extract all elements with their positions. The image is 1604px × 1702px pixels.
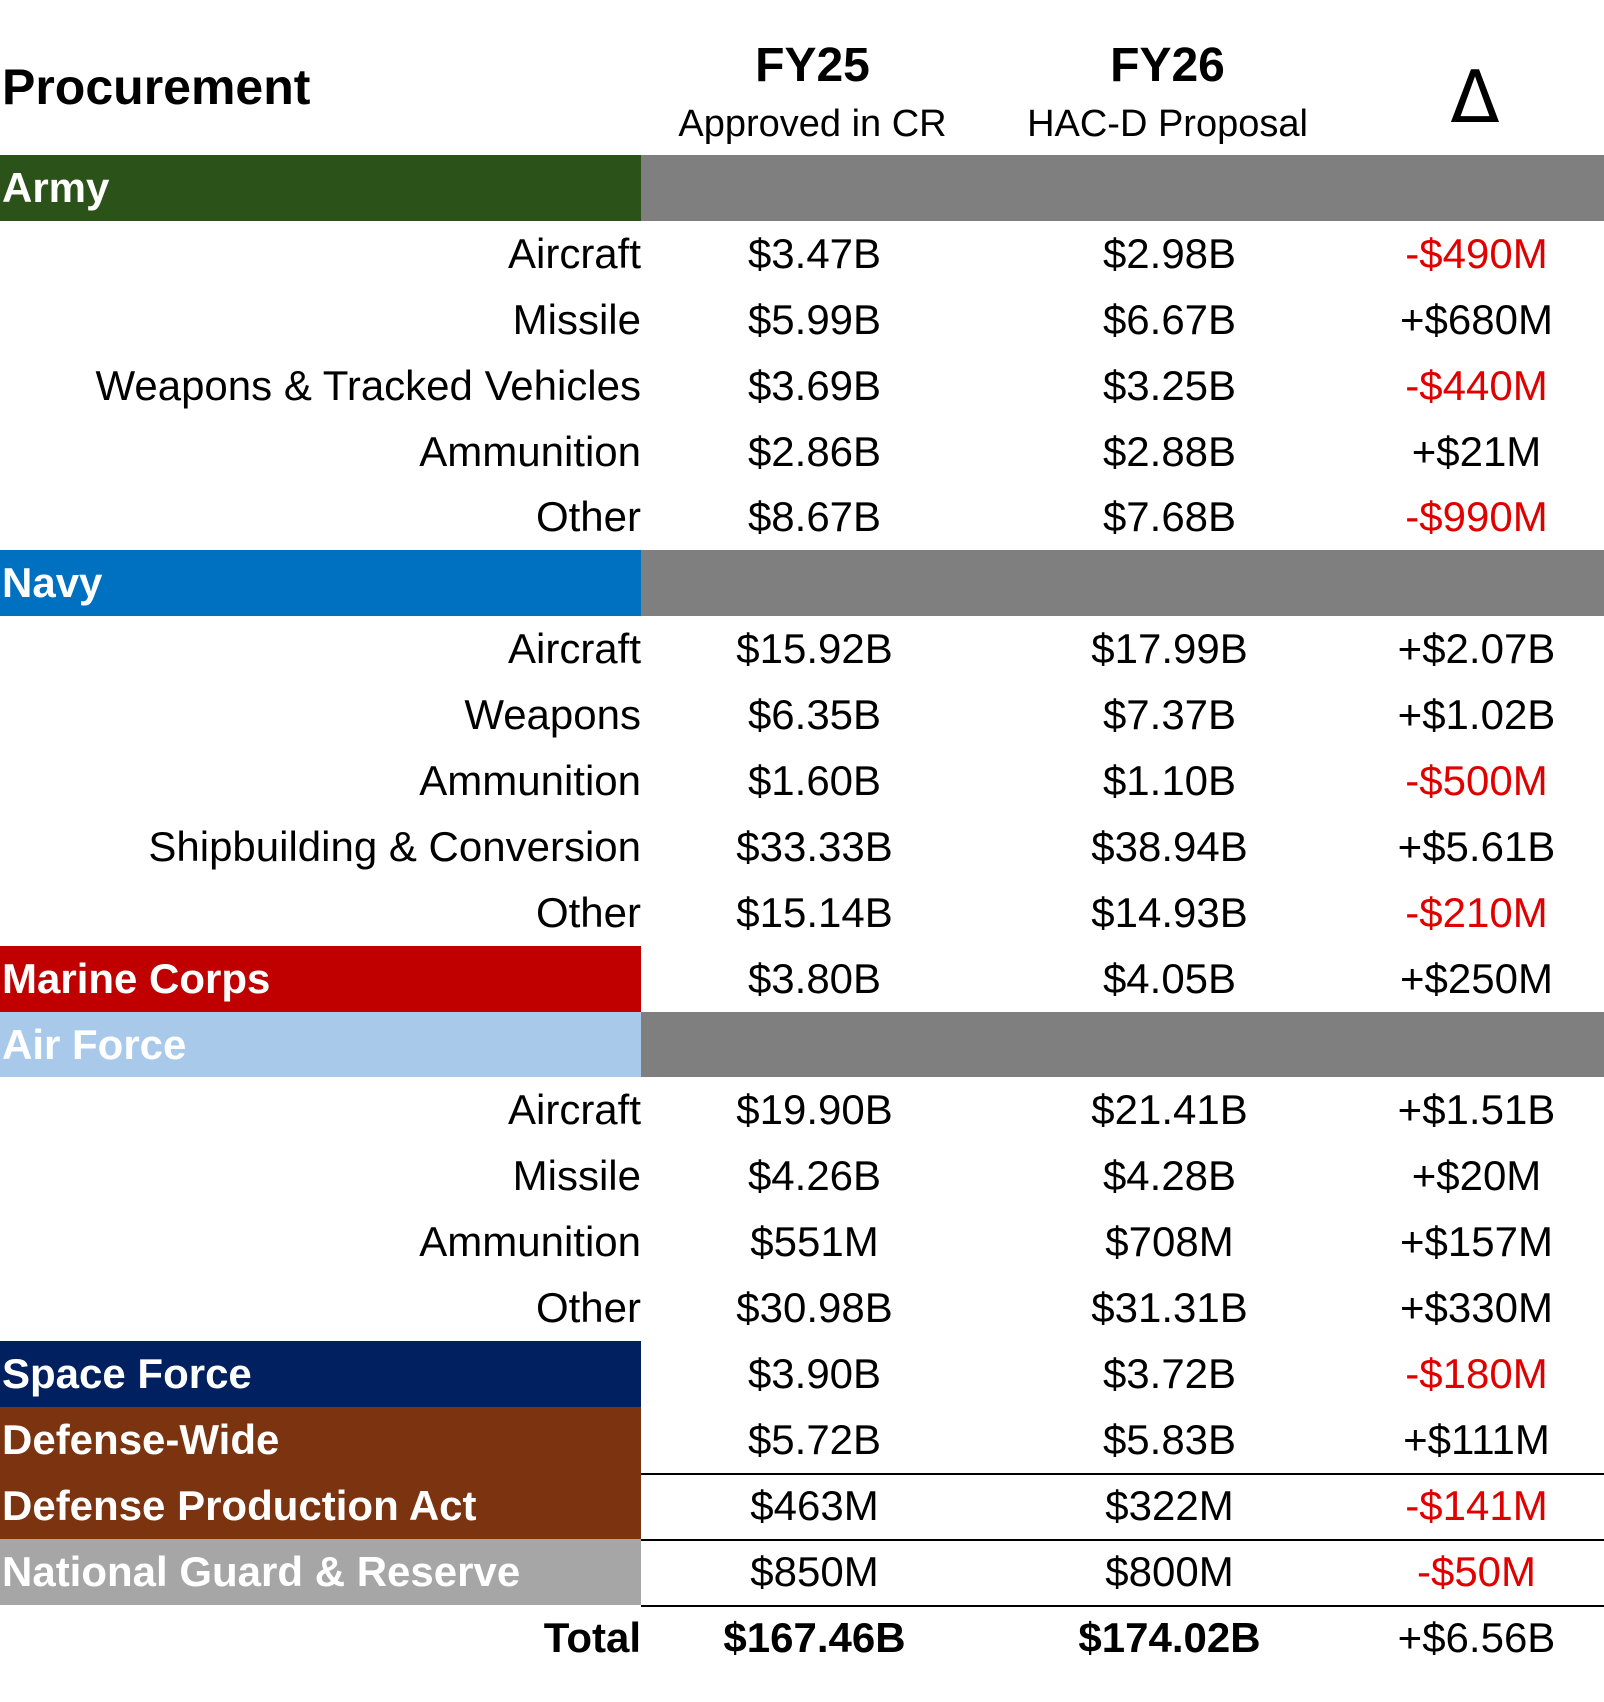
table-row: [0, 616, 1604, 682]
section-row-navy: [0, 550, 1604, 616]
row-label: Ammunition: [419, 1218, 641, 1266]
table-row: [0, 484, 1604, 550]
table-row: [0, 1143, 1604, 1209]
delta-value: -$990M: [1405, 493, 1548, 541]
row-label: Other: [535, 888, 641, 936]
fy26-value: $14.93B: [1091, 888, 1248, 936]
table-row: [0, 682, 1604, 748]
row-label: Other: [535, 1284, 641, 1332]
fy26-value: $38.94B: [1091, 822, 1248, 870]
fy25-value: $3.47B: [747, 229, 882, 277]
row-label: Ammunition: [419, 756, 641, 804]
table-row: [0, 1077, 1604, 1143]
delta-value: +$330M: [1400, 1284, 1553, 1332]
fy25-value: $463M: [750, 1481, 879, 1529]
delta-value: +$680M: [1400, 295, 1553, 343]
section-label-army: Army: [0, 155, 641, 221]
fy25-value: $2.86B: [747, 427, 882, 475]
column-header-fy25: [640, 34, 985, 150]
column-header-fy26: [995, 34, 1340, 150]
section-row-defense-production-act: [0, 1473, 1604, 1539]
delta-value: +$111M: [1403, 1415, 1550, 1463]
fy26-value: $708M: [1105, 1218, 1234, 1266]
section-row-air-force: [0, 1012, 1604, 1078]
fy26-sublabel: HAC-D Proposal: [1027, 103, 1308, 145]
fy25-value: $4.26B: [747, 1152, 882, 1200]
table-row: [0, 353, 1604, 419]
fy26-value: $7.68B: [1102, 493, 1237, 541]
fy25-value: $3.80B: [747, 954, 882, 1002]
fy26-value: $3.72B: [1102, 1349, 1237, 1397]
delta-value: +$2.07B: [1397, 625, 1556, 673]
fy26-value: $3.25B: [1102, 361, 1237, 409]
fy25-value: $8.67B: [747, 493, 882, 541]
section-fill-bar: [641, 550, 1604, 616]
table-row: [0, 748, 1604, 814]
delta-value: -$50M: [1416, 1547, 1537, 1595]
column-header-delta: Δ: [1450, 55, 1500, 139]
table-row: [0, 221, 1604, 287]
fy26-value: $17.99B: [1091, 625, 1248, 673]
fy25-value: $19.90B: [736, 1086, 893, 1134]
fy26-value: $31.31B: [1091, 1284, 1248, 1332]
row-label: Aircraft: [507, 1086, 641, 1134]
fy25-value: $6.35B: [747, 691, 882, 739]
fy26-value: $2.88B: [1102, 427, 1237, 475]
fy25-value: $15.14B: [736, 888, 893, 936]
fy26-value: $800M: [1105, 1547, 1234, 1595]
delta-value: -$440M: [1405, 361, 1548, 409]
fy25-label: FY25: [755, 39, 870, 92]
delta-value: +$250M: [1400, 954, 1553, 1002]
table-row: [0, 419, 1604, 485]
fy25-value: $33.33B: [736, 822, 893, 870]
fy25-value: $5.99B: [747, 295, 882, 343]
fy25-value: $551M: [750, 1218, 879, 1266]
fy26-value: $6.67B: [1102, 295, 1237, 343]
procurement-table: [0, 155, 1604, 1670]
section-fill-bar: [641, 155, 1604, 221]
delta-value: -$180M: [1405, 1349, 1548, 1397]
fy25-value: $3.69B: [747, 361, 882, 409]
table-row: [0, 1209, 1604, 1275]
row-label: Ammunition: [419, 427, 641, 475]
fy26-value: $1.10B: [1102, 756, 1237, 804]
fy26-value: $4.05B: [1102, 954, 1237, 1002]
delta-value: +$6.56B: [1397, 1613, 1556, 1661]
row-label: Shipbuilding & Conversion: [148, 822, 641, 870]
delta-value: +$21M: [1411, 427, 1542, 475]
table-title: Procurement: [2, 59, 311, 115]
delta-value: -$500M: [1405, 756, 1548, 804]
total-row: [0, 1605, 1604, 1671]
section-label-defense-wide: Defense-Wide: [0, 1407, 641, 1473]
row-label: Missile: [512, 1152, 641, 1200]
row-label: Other: [535, 493, 641, 541]
section-row-defense-wide: [0, 1407, 1604, 1473]
section-label-space-force: Space Force: [0, 1341, 641, 1407]
delta-value: +$5.61B: [1397, 822, 1556, 870]
section-label-defense-production-act: Defense Production Act: [0, 1473, 641, 1539]
fy26-value: $322M: [1105, 1481, 1234, 1529]
fy26-value: $2.98B: [1102, 229, 1237, 277]
delta-value: +$157M: [1400, 1218, 1553, 1266]
total-label: Total: [543, 1613, 641, 1661]
fy26-value: $174.02B: [1078, 1613, 1261, 1661]
fy26-label: FY26: [1110, 39, 1225, 92]
section-label-navy: Navy: [0, 550, 641, 616]
section-label-marine-corps: Marine Corps: [0, 946, 641, 1012]
delta-value: -$141M: [1405, 1481, 1548, 1529]
fy26-value: $4.28B: [1102, 1152, 1237, 1200]
delta-value: +$1.51B: [1397, 1086, 1556, 1134]
table-row: [0, 1275, 1604, 1341]
fy25-value: $1.60B: [747, 756, 882, 804]
fy26-value: $7.37B: [1102, 691, 1237, 739]
delta-value: +$20M: [1411, 1152, 1542, 1200]
section-row-national-guard-and-reserve: [0, 1539, 1604, 1605]
section-row-marine-corps: [0, 946, 1604, 1012]
section-label-air-force: Air Force: [0, 1012, 641, 1078]
fy25-value: $167.46B: [723, 1613, 906, 1661]
section-row-army: [0, 155, 1604, 221]
fy25-value: $30.98B: [736, 1284, 893, 1332]
row-label: Aircraft: [507, 229, 641, 277]
row-label: Weapons: [464, 691, 641, 739]
table-row: [0, 880, 1604, 946]
table-row: [0, 287, 1604, 353]
fy25-sublabel: Approved in CR: [678, 103, 947, 145]
row-label: Weapons & Tracked Vehicles: [95, 361, 641, 409]
fy26-value: $21.41B: [1091, 1086, 1248, 1134]
fy25-value: $5.72B: [747, 1415, 882, 1463]
section-fill-bar: [641, 1012, 1604, 1078]
section-label-national-guard-and-reserve: National Guard & Reserve: [0, 1539, 641, 1605]
row-label: Aircraft: [507, 625, 641, 673]
delta-value: -$490M: [1405, 229, 1548, 277]
row-label: Missile: [512, 295, 641, 343]
section-row-space-force: [0, 1341, 1604, 1407]
delta-value: -$210M: [1405, 888, 1548, 936]
table-row: [0, 814, 1604, 880]
fy25-value: $850M: [750, 1547, 879, 1595]
fy25-value: $3.90B: [747, 1349, 882, 1397]
delta-value: +$1.02B: [1397, 691, 1556, 739]
fy26-value: $5.83B: [1102, 1415, 1237, 1463]
fy25-value: $15.92B: [736, 625, 893, 673]
